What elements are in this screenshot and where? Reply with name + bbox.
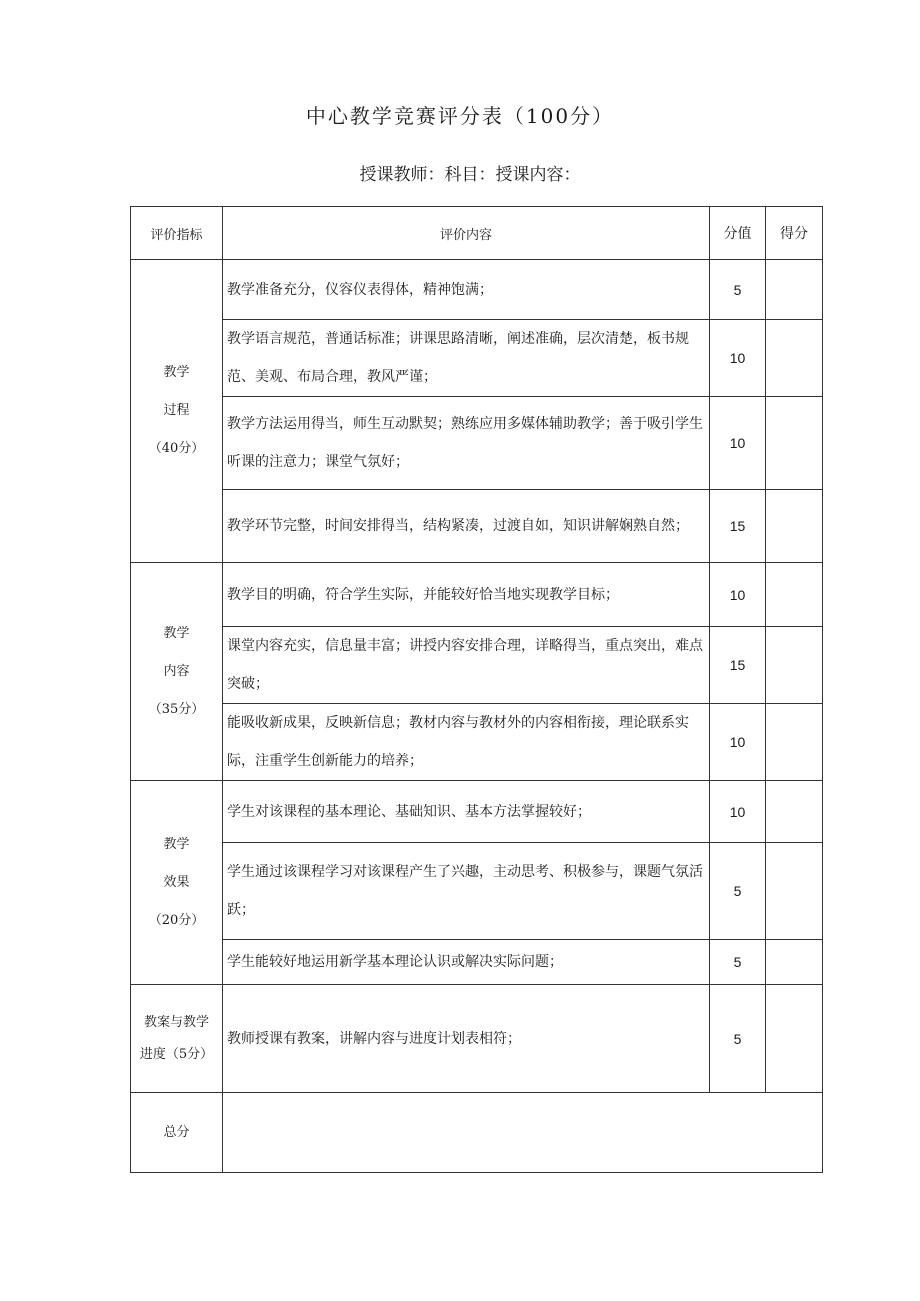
- score-input-cell[interactable]: [766, 985, 823, 1093]
- table-row: [131, 627, 823, 704]
- category-line: 教学: [163, 625, 190, 641]
- table-row: [131, 985, 823, 1093]
- criterion-points: 10: [710, 704, 766, 781]
- header-indicator: 评价指标: [131, 207, 223, 260]
- criterion-points: 10: [710, 320, 766, 397]
- category-points: 进度（5分）: [139, 1046, 214, 1062]
- criterion-text: 学生能较好地运用新学基本理论认识或解决实际问题；: [223, 940, 710, 985]
- score-input-cell[interactable]: [766, 627, 823, 704]
- total-score-cell[interactable]: [223, 1093, 823, 1173]
- criterion-text: 学生对该课程的基本理论、基础知识、基本方法掌握较好；: [223, 781, 710, 843]
- score-input-cell[interactable]: [766, 781, 823, 843]
- header-earned: 得分: [766, 207, 823, 260]
- criterion-points: 5: [710, 843, 766, 940]
- category-cell-effect: [131, 781, 223, 985]
- header-points: 分值: [710, 207, 766, 260]
- total-row: [131, 1093, 823, 1173]
- criterion-text: 学生通过该课程学习对该课程产生了兴趣，主动思考、积极参与，课题气氛活跃；: [223, 843, 710, 940]
- criterion-points: 10: [710, 781, 766, 843]
- criterion-points: 10: [710, 563, 766, 627]
- score-input-cell[interactable]: [766, 563, 823, 627]
- score-input-cell[interactable]: [766, 320, 823, 397]
- criterion-text: 能吸收新成果，反映新信息；教材内容与教材外的内容相衔接，理论联系实际，注重学生创新能力的培养；: [223, 704, 710, 781]
- page-title: 中心教学竞赛评分表（100分）: [305, 104, 615, 128]
- table-row: [131, 397, 823, 490]
- score-table: [130, 206, 823, 1173]
- table-row: [131, 704, 823, 781]
- category-line: 过程: [163, 403, 190, 418]
- score-input-cell[interactable]: [766, 490, 823, 563]
- criterion-points: 10: [710, 397, 766, 490]
- criterion-text: 教学语言规范，普通话标准；讲课思路清晰，阐述准确，层次清楚，板书规范、美观、布局合理，教风严谨；: [223, 320, 710, 397]
- table-row: [131, 260, 823, 320]
- category-line: 内容: [163, 663, 190, 679]
- category-cell-content: [131, 563, 223, 781]
- score-input-cell[interactable]: [766, 843, 823, 940]
- criterion-points: 15: [710, 627, 766, 704]
- table-row: [131, 940, 823, 985]
- header-content: 评价内容: [223, 207, 710, 260]
- criterion-text: 教学环节完整，时间安排得当，结构紧凑，过渡自如，知识讲解娴熟自然；: [223, 490, 710, 563]
- score-input-cell[interactable]: [766, 260, 823, 320]
- criterion-points: 5: [710, 985, 766, 1093]
- table-header-row: [131, 207, 823, 260]
- criterion-text: 教师授课有教案，讲解内容与进度计划表相符；: [223, 985, 710, 1093]
- category-line: 效果: [163, 874, 190, 890]
- criterion-text: 教学方法运用得当，师生互动默契；熟练应用多媒体辅助教学；善于吸引学生听课的注意力；课堂气氛好；: [223, 397, 710, 490]
- table-row: [131, 490, 823, 563]
- table-row: [131, 843, 823, 940]
- criterion-points: 5: [710, 940, 766, 985]
- category-points: （40分）: [148, 441, 205, 456]
- criterion-text: 课堂内容充实，信息量丰富；讲授内容安排合理，详略得当，重点突出，难点突破；: [223, 627, 710, 704]
- table-row: [131, 320, 823, 397]
- criterion-points: 15: [710, 490, 766, 563]
- criterion-points: 5: [710, 260, 766, 320]
- score-input-cell[interactable]: [766, 397, 823, 490]
- score-input-cell[interactable]: [766, 940, 823, 985]
- criterion-text: 教学目的明确，符合学生实际，并能较好恰当地实现教学目标；: [223, 563, 710, 627]
- category-line: 教学: [163, 365, 190, 380]
- page-subtitle: 授课教师：科目：授课内容：: [359, 165, 581, 185]
- criterion-text: 教学准备充分，仪容仪表得体，精神饱满；: [223, 260, 710, 320]
- category-cell-plan: [131, 985, 223, 1093]
- category-line: 教案与教学: [143, 1014, 209, 1030]
- total-label: 总分: [131, 1093, 223, 1173]
- category-cell-process: [131, 260, 223, 563]
- category-points: （20分）: [148, 912, 205, 928]
- category-points: （35分）: [148, 701, 205, 717]
- table-row: [131, 781, 823, 843]
- table-row: [131, 563, 823, 627]
- score-input-cell[interactable]: [766, 704, 823, 781]
- category-line: 教学: [163, 836, 190, 852]
